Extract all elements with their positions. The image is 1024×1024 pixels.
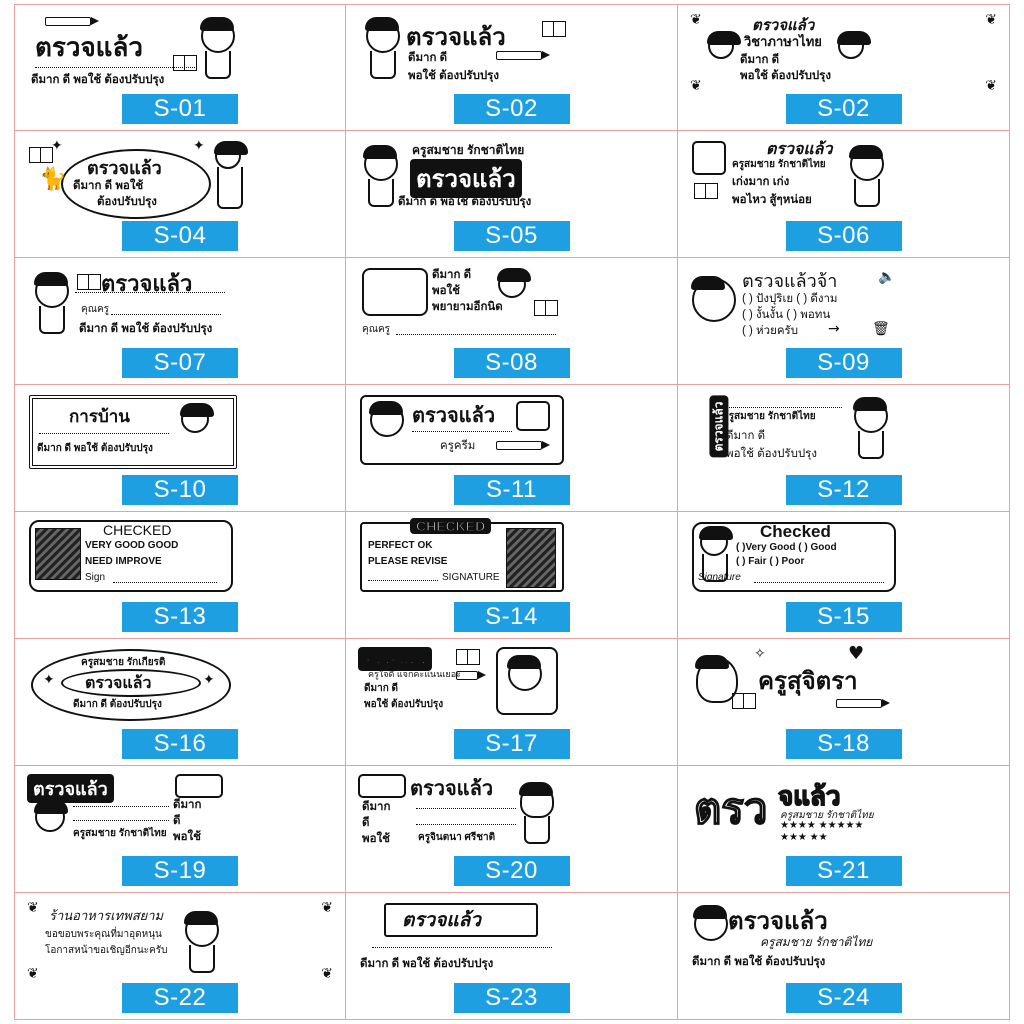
product-code-label: S-05	[454, 221, 570, 251]
rating-row-1: ดีมาก ดี	[408, 52, 448, 64]
arrow-icon: →	[828, 321, 840, 337]
teacher-name: ครูสมชาย รักชาติไทย	[73, 828, 167, 839]
girl-cartoon-icon	[498, 270, 526, 298]
invite-line: โอกาสหน้าขอเชิญอีกนะครับ	[45, 945, 168, 956]
pencil-icon	[496, 441, 542, 450]
thank-you-line: ขอขอบพระคุณที่มาอุดหนุน	[45, 929, 162, 940]
dotted-line	[73, 820, 169, 821]
rating-row-1: ( ) ปังปุริเย ( ) ดีงาม	[742, 293, 838, 305]
heart-icon: ♥	[848, 645, 865, 664]
stamp-card-s17[interactable]	[346, 639, 678, 766]
teacher-name: ครูสมชาย รักเกียรติ	[81, 657, 166, 668]
stamp-design	[688, 264, 999, 348]
corner-ornament-icon: ❦	[985, 12, 997, 28]
product-code-label: S-24	[786, 983, 902, 1013]
stamp-title: ตรวจแล้ว	[406, 24, 506, 51]
rating-option-3: พอใช้	[173, 831, 201, 843]
man-portrait-icon	[35, 528, 81, 580]
stamp-title: Checked	[760, 522, 831, 541]
cat-icon: 🐈	[39, 167, 67, 192]
stamp-card-s04[interactable]	[14, 131, 346, 258]
rating-row-1: PERFECT OK	[368, 540, 433, 551]
rating-option-1: ดีมาก	[362, 801, 391, 813]
teacher-name: ครูสมชาย รักชาติไทย	[412, 143, 525, 157]
girl-cartoon-icon	[370, 403, 404, 437]
hijab-girl-icon	[520, 784, 554, 818]
girl-body-icon	[39, 306, 65, 334]
product-code-label: S-14	[454, 602, 570, 632]
teacher-name: ครูสมชาย รักชาติไทย	[732, 159, 826, 170]
product-code-label: S-11	[454, 475, 570, 505]
rating-options: ดีมาก ดี ต้องปรับปรุง	[73, 699, 162, 710]
pencil-icon	[45, 17, 91, 26]
dotted-line	[75, 292, 225, 293]
score-scroll-box	[362, 268, 428, 316]
rating-row-2: ( ) งั้นงั้น ( ) พอทน	[742, 309, 831, 321]
stamp-title: การบ้าน	[69, 407, 130, 426]
rating-options: ดีมาก ดี พอใช้ ต้องปรับปรุง	[37, 443, 153, 454]
stamp-title: ตรวจแล้ว	[87, 158, 162, 178]
man-portrait-icon	[506, 528, 556, 588]
stamp-card-s15[interactable]	[678, 512, 1010, 639]
teacher-name: ครูสมชาย รักชาติไทย	[722, 411, 816, 422]
product-code-label: S-20	[454, 856, 570, 886]
rating-row-1: VERY GOOD GOOD	[85, 540, 179, 551]
rating-row-1: ดีมาก ดี พอใช้	[73, 180, 144, 192]
rating-row-2: พอไหว สู้ๆหน่อย	[732, 194, 812, 206]
stamp-title-rest: จแล้ว	[778, 781, 841, 811]
stamp-design	[356, 264, 667, 348]
rating-row-1: ดีมาก ดี	[740, 54, 780, 66]
muslim-boy-icon	[854, 399, 888, 433]
stamp-title: ตรวจแล้ว	[410, 159, 522, 198]
rating-row-1: ดีมาก ดี	[364, 683, 399, 694]
stamp-design	[25, 137, 335, 221]
thumbs-up-man-icon	[700, 528, 728, 556]
stamp-card-s06[interactable]	[678, 131, 1010, 258]
star-rating-row-2: ★★★ ★★	[780, 832, 828, 843]
rating-options: ดีมาก ดี พอใช้ ต้องปรับปรุง	[692, 956, 826, 968]
product-code-label: S-06	[786, 221, 902, 251]
rating-row-3: พยายามอีกนิด	[432, 301, 503, 313]
stamp-design	[356, 899, 667, 983]
book-icon	[534, 300, 558, 316]
stamp-card-s02[interactable]	[346, 4, 678, 131]
teacher-name: ครูสมชาย รักชาติไทย	[780, 810, 874, 821]
sparkle-icon: ✦	[51, 138, 63, 154]
stamp-design	[25, 772, 335, 856]
book-icon	[29, 147, 53, 163]
stamp-card-s02-thai[interactable]	[678, 4, 1010, 131]
stamp-design	[688, 391, 999, 475]
boy-cartoon-icon	[35, 802, 65, 832]
product-code-label: S-16	[122, 729, 238, 759]
book-icon	[173, 55, 197, 71]
sparkle-icon: ✦	[203, 672, 215, 688]
score-box	[358, 774, 406, 798]
signature-line	[113, 582, 217, 583]
score-box	[692, 141, 726, 175]
stamp-card-s23[interactable]	[346, 893, 678, 1020]
corner-ornament-icon: ❦	[321, 966, 333, 982]
dotted-line	[416, 808, 516, 809]
girl-body-icon	[217, 167, 243, 209]
corner-ornament-icon: ❦	[27, 966, 39, 982]
stamp-title: ตรวจแล้ว	[766, 141, 833, 158]
stamp-catalog-grid	[14, 4, 1010, 1020]
score-box	[516, 401, 550, 431]
stamp-title: ตรวจแล้ว	[85, 675, 152, 692]
boy-body-icon	[858, 431, 884, 459]
stamp-card-s08[interactable]	[346, 258, 678, 385]
girl-cartoon-icon	[201, 19, 235, 53]
teacher-name: ครูครีม	[440, 440, 476, 452]
rating-option-2: ดี	[173, 815, 181, 827]
product-code-label: S-07	[122, 348, 238, 378]
stamp-title-large: ตรว	[694, 785, 768, 832]
rating-row-2: พอใช้ ต้องปรับปรุง	[408, 70, 499, 82]
stamp-design	[688, 11, 999, 95]
rating-option-3: พอใช้	[362, 833, 390, 845]
score-box	[175, 774, 223, 798]
product-code-label: S-13	[122, 602, 238, 632]
rating-row-2: พอใช้	[432, 285, 460, 297]
product-code-label: S-09	[786, 348, 902, 378]
stamp-design	[356, 137, 667, 221]
teacher-name: ครูสมชาย รักชาติไทย	[760, 935, 873, 949]
stamp-card-s13[interactable]	[14, 512, 346, 639]
dotted-line	[39, 433, 169, 434]
stamp-title-vertical: ตรวจแล้ว	[709, 396, 728, 458]
stamp-title: ตรวจแล้ว	[35, 32, 143, 62]
product-code-label: S-08	[454, 348, 570, 378]
stamp-design	[688, 137, 999, 221]
stamp-design	[356, 645, 667, 729]
stamp-card-s05[interactable]	[346, 131, 678, 258]
student-cartoon-icon	[838, 33, 864, 59]
signature-label: Sign	[85, 572, 106, 583]
rating-options: ดีมาก ดี พอใช้ ต้องปรับปรุง	[360, 958, 494, 970]
girl-cartoon-icon	[366, 19, 400, 53]
corner-ornament-icon: ❦	[690, 78, 702, 94]
figure-body-icon	[189, 945, 215, 973]
sparkle-icon: ✦	[43, 672, 55, 688]
stamp-title: ตรวจแล้ว	[410, 778, 494, 800]
rating-options: ดีมาก ดี พอใช้ ต้องปรับปรุง	[31, 74, 165, 86]
boy-cartoon-icon	[850, 147, 884, 181]
stamp-card-s14[interactable]	[346, 512, 678, 639]
product-code-label: S-01	[122, 94, 238, 124]
stamp-design	[356, 11, 667, 95]
product-code-label: S-15	[786, 602, 902, 632]
product-code-label: S-18	[786, 729, 902, 759]
product-code-label: S-21	[786, 856, 902, 886]
star-rating-row-1: ★★★★ ★★★★★	[780, 820, 864, 831]
stamp-card-s19[interactable]	[14, 766, 346, 893]
stamp-card-s21[interactable]	[678, 766, 1010, 893]
product-code-label: S-02	[454, 94, 570, 124]
rating-row-2: พอใช้ ต้องปรับปรุง	[726, 448, 817, 460]
stamp-design	[688, 772, 999, 856]
stamp-title: ตรวจแล้ว	[752, 17, 815, 34]
book-icon	[694, 183, 718, 199]
teacher-label: คุณครู	[362, 324, 391, 335]
stamp-design	[688, 899, 999, 983]
stamp-card-s16[interactable]	[14, 639, 346, 766]
corner-ornament-icon: ❦	[27, 900, 39, 916]
stamp-design	[25, 11, 335, 95]
product-code-label: S-12	[786, 475, 902, 505]
stamp-design	[356, 518, 667, 602]
thai-welcome-figure-icon	[185, 913, 219, 947]
boy-body-icon	[854, 179, 880, 207]
trash-icon: 🗑	[872, 321, 890, 337]
rating-row-2: พอใช้ ต้องปรับปรุง	[364, 699, 444, 710]
teacher-name: ครูใจดี แจกคะแนนเยอะ	[368, 669, 461, 679]
dotted-line	[412, 431, 512, 432]
product-code-label: S-22	[122, 983, 238, 1013]
product-code-label: S-17	[454, 729, 570, 759]
rating-row-2: ต้องปรับปรุง	[97, 196, 157, 208]
stamp-design	[356, 772, 667, 856]
girl-cartoon-icon	[181, 405, 209, 433]
rating-row-2: NEED IMPROVE	[85, 556, 162, 567]
teacher-label: คุณครู	[81, 304, 110, 315]
teacher-name: ครูสุจิตรา	[758, 668, 858, 695]
stamp-card-s22[interactable]	[14, 893, 346, 1020]
stamp-title: CHECKED	[410, 518, 491, 534]
stamp-design	[25, 391, 335, 475]
stamp-card-s18[interactable]	[678, 639, 1010, 766]
stamp-design	[688, 645, 999, 729]
shop-name: ร้านอาหารเทพสยาม	[49, 908, 164, 923]
stamp-design	[25, 518, 335, 602]
stamp-design	[356, 391, 667, 475]
dotted-line	[396, 334, 556, 335]
rating-row-1: ดีมาก ดี	[726, 430, 766, 442]
stamp-card-s10[interactable]	[14, 385, 346, 512]
stamp-design	[25, 264, 335, 348]
stamp-title: ตรวจแล้ว	[412, 405, 496, 427]
rating-row-2: ( ) Fair ( ) Poor	[736, 556, 805, 567]
rating-row-1: ( )Very Good ( ) Good	[736, 542, 837, 553]
speaker-icon: 🔈	[878, 269, 896, 285]
rating-row-1: เก่งมาก เก่ง	[732, 176, 790, 188]
girl-body-icon	[205, 51, 231, 79]
pencil-icon	[496, 51, 542, 60]
stamp-title: ตรวจแล้ว	[358, 647, 432, 671]
boy-body-icon	[368, 179, 394, 207]
rating-row-1: ดีมาก ดี	[432, 269, 472, 281]
stamp-title: CHECKED	[103, 522, 172, 538]
girl-body-icon	[524, 816, 550, 844]
pencil-icon	[836, 699, 882, 708]
stamp-card-s01[interactable]	[14, 4, 346, 131]
rating-row-3: ( ) ห่วยครับ	[742, 325, 798, 337]
dotted-line	[73, 806, 169, 807]
girl-cartoon-icon	[35, 274, 69, 308]
book-icon	[542, 21, 566, 37]
rating-row-2: PLEASE REVISE	[368, 556, 448, 567]
corner-ornament-icon: ❦	[985, 78, 997, 94]
sparkle-icon: ✧	[754, 646, 766, 662]
student-cartoon-icon	[708, 33, 734, 59]
stamp-card-s24[interactable]	[678, 893, 1010, 1020]
rating-options: ดีมาก ดี พอใช้ ต้องปรับปรุง	[398, 196, 532, 208]
stamp-design	[25, 899, 335, 983]
stamp-title: ตรวจแล้ว	[728, 908, 828, 935]
stamp-title: ตรวจแล้ว	[402, 910, 481, 931]
product-code-label: S-23	[454, 983, 570, 1013]
boy-cartoon-icon	[694, 907, 728, 941]
book-icon	[456, 649, 480, 665]
signature-label: SIGNATURE	[442, 572, 500, 583]
stamp-title: ตรวจแล้ว	[27, 774, 114, 803]
book-icon	[77, 274, 101, 290]
pencil-icon	[456, 671, 478, 680]
dotted-line	[372, 947, 552, 948]
rating-option-1: ดีมาก	[173, 799, 202, 811]
dotted-line	[111, 314, 221, 315]
book-icon	[732, 693, 756, 709]
stamp-design	[25, 645, 335, 729]
rating-options: ดีมาก ดี พอใช้ ต้องปรับปรุง	[79, 323, 213, 335]
stamp-card-s20[interactable]	[346, 766, 678, 893]
signature-line	[754, 582, 884, 583]
stamp-title: ตรวจแล้วจ้า	[742, 271, 838, 291]
stamp-card-s09[interactable]	[678, 258, 1010, 385]
man-with-hat-icon	[692, 278, 736, 322]
product-code-label: S-04	[122, 221, 238, 251]
dotted-line	[35, 67, 195, 68]
stamp-card-s11[interactable]	[346, 385, 678, 512]
stamp-design	[688, 518, 999, 602]
sparkle-icon: ✦	[193, 138, 205, 154]
dotted-line	[416, 824, 516, 825]
stamp-card-s12[interactable]	[678, 385, 1010, 512]
dotted-line	[722, 407, 842, 408]
girl-cartoon-icon	[508, 657, 542, 691]
boy-cartoon-icon	[364, 147, 398, 181]
stamp-title: ตรวจแล้ว	[101, 271, 193, 296]
subject-label: วิชาภาษาไทย	[744, 34, 822, 49]
signature-label: Signature	[698, 572, 741, 583]
girl-cartoon-icon	[215, 143, 241, 169]
product-code-label: S-02	[786, 94, 902, 124]
product-code-label: S-10	[122, 475, 238, 505]
signature-line	[368, 580, 438, 581]
stamp-card-s07[interactable]	[14, 258, 346, 385]
corner-ornament-icon: ❦	[690, 12, 702, 28]
product-code-label: S-19	[122, 856, 238, 886]
girl-body-icon	[370, 51, 396, 79]
rating-option-2: ดี	[362, 817, 370, 829]
rating-row-2: พอใช้ ต้องปรับปรุง	[740, 70, 831, 82]
teacher-name: ครูจินตนา ศรีชาติ	[418, 832, 496, 843]
corner-ornament-icon: ❦	[321, 900, 333, 916]
